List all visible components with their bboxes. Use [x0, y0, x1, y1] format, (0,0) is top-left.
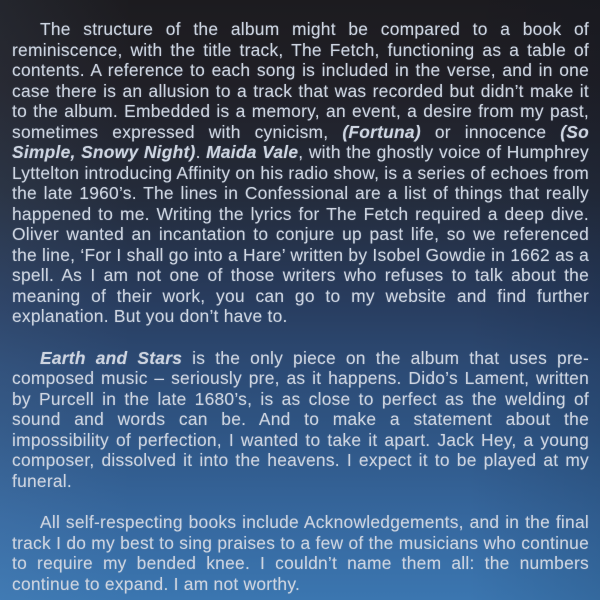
liner-notes-text [12, 19, 589, 594]
text-run: (So Simple, Snowy Night) [12, 121, 590, 162]
text-run: is the only piece on the album that uses pre-composed music – seriously pre, as it happens. Dido’s Lament, written by Purcell in the late 1680’s, is as close to perfect as the welding of sound and words can be. And to make a statement about the impossibility of perfection, I wanted to take it apart. Jack Hey, a young composer, dissolved it into the heavens. I expect it to be played at my funeral. [12, 347, 589, 491]
text-run: . [195, 142, 207, 162]
text-run: Earth and Stars [40, 347, 183, 368]
paragraph-album-structure [12, 19, 589, 327]
text-run: (Fortuna) [342, 121, 421, 142]
paragraph-earth-and-stars [12, 348, 589, 492]
text-run: or innocence [420, 121, 561, 142]
text-run: The structure of the album might be compared to a book of reminiscence, with the title track, The Fetch, functioning as a table of contents. A reference to each song is included in the verse, and in one case there is an allusion to a track that was recorded but didn’t make it to the album. Embedded is a memory, an event, a desire from my past, sometimes expressed with cynicism, [12, 19, 589, 142]
text-run: All self-respecting books include Acknowledgements, and in the final track I do my best to sing praises to a few of the musicians who continue to require my bended knee. I couldn’t name them all: the numbers continue to expand. I am not worthy. [12, 512, 589, 594]
text-run: , with the ghostly voice of Humphrey Lyttelton introducing Affinity on his radio show, is a series of echoes from the late 1960’s. The lines in Confessional are a list of things that really happened to me. Writing the lyrics for The Fetch required a deep dive. Oliver wanted an incantation to conjure up past life, so we referenced the line, ‘For I shall go into a Hare’ written by Isobel Gowdie in 1662 as a spell. As I am not one of those writers who refuses to talk about the meaning of their work, you can go to my website and find further explanation. But you don’t have to. [12, 142, 589, 326]
text-run: Maida Vale [206, 142, 299, 162]
paragraph-acknowledgements [12, 512, 589, 594]
